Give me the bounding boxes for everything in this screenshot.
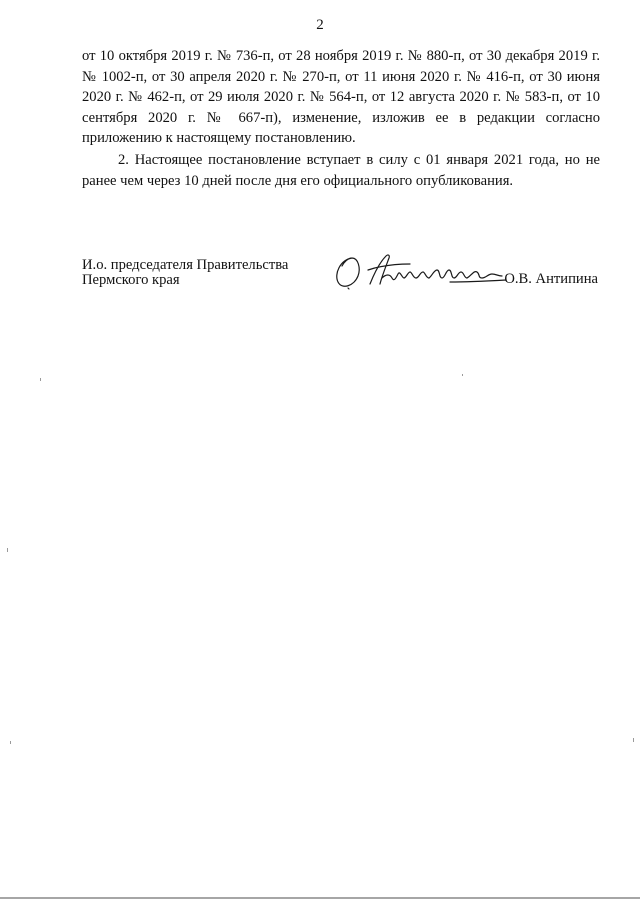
signatory-title-line-1: И.о. председателя Правительства — [82, 257, 289, 273]
page-number: 2 — [316, 17, 324, 33]
scan-speck — [462, 374, 463, 376]
signatory-name: О.В. Антипина — [504, 271, 598, 287]
scan-speck — [7, 548, 8, 552]
body-paragraph-continuation: от 10 октября 2019 г. № 736-п, от 28 ноября 2019 г. № 880-п, от 30 декабря 2019 г. № 1002-п, от 30 апреля 2020 г. № 270-п, от 11 июня 2020 г. № 416-п, от 30 июня 2020 г. № 462-п, от 29 июля 2020 г. № 564-п, от 12 августа 2020 г. № 583-п, от 10 сентября 2020 г. № 667-п), изменение, изложив ее в редакции согласно приложению к настоящему постановлению. — [82, 48, 600, 147]
scan-speck — [633, 738, 634, 742]
handwritten-signature — [330, 248, 508, 294]
page-bottom-edge — [0, 897, 640, 899]
body-paragraph-effective-date: 2. Настоящее постановление вступает в силу с 01 января 2021 года, но не ранее чем через 10 дней после дня его официального опубликования. — [82, 152, 600, 189]
scan-speck — [10, 741, 11, 744]
scan-speck — [40, 378, 41, 381]
signatory-title-line-2: Пермского края — [82, 272, 180, 288]
